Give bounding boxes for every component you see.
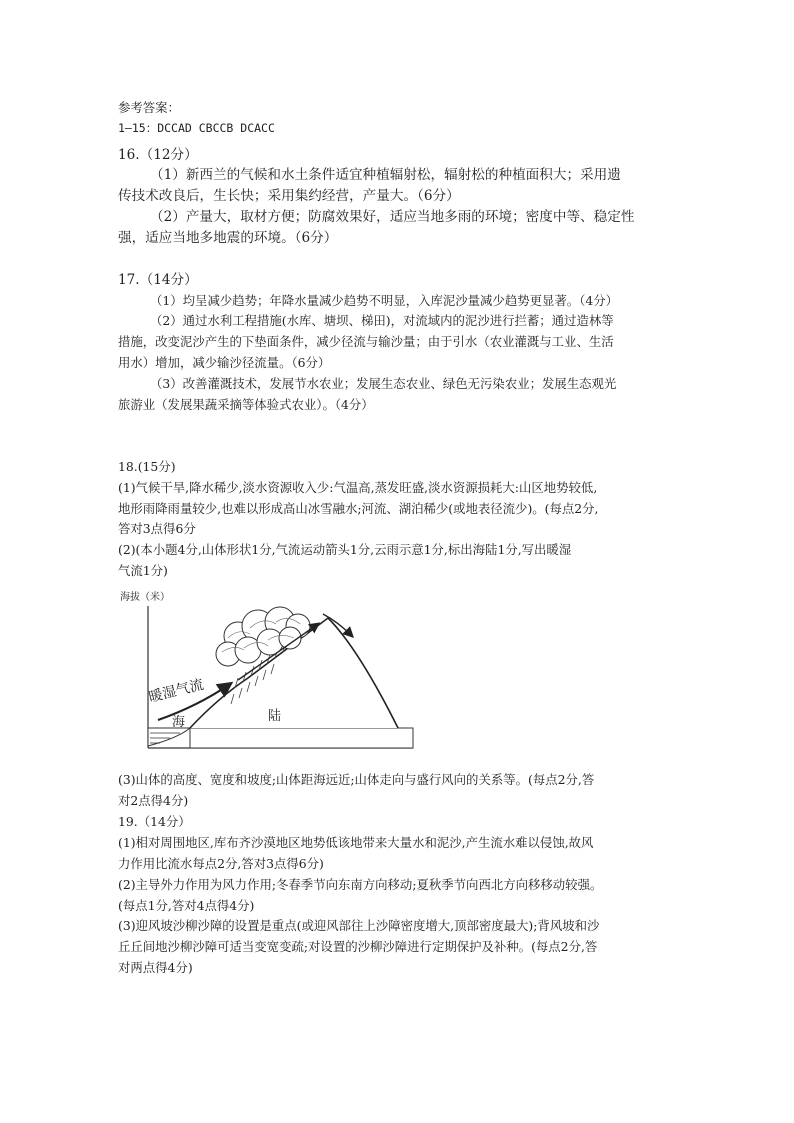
- q19-line: 对两点得4分): [118, 960, 193, 975]
- q17-line: （1）均呈减少趋势；年降水量减少趋势不明显，入库泥沙量减少趋势更显著。（4分）: [150, 293, 619, 308]
- sea-label: 海: [172, 715, 186, 730]
- q18-line: 答对3点得6分: [118, 521, 196, 536]
- warm-humid-airflow-label: 暖湿气流: [147, 676, 206, 706]
- q17-line: 用水）增加，减少输沙径流量。（6分）: [118, 355, 331, 370]
- q19-line: (每点1分,答对4点得4分): [118, 898, 255, 913]
- land-label: 陆: [268, 709, 282, 724]
- q19-line: (1)相对周围地区,库布齐沙漠地区地势低该地带来大量水和泥沙,产生流水难以侵蚀,故风: [118, 835, 594, 850]
- sea-area: [148, 728, 190, 746]
- q18-line: (1)气候干旱,降水稀少,淡水资源收入少:气温高,蒸发旺盛,淡水资源损耗大:山区地势较低,: [118, 480, 598, 495]
- orographic-rain-diagram: [118, 588, 418, 753]
- q17-line: （2）通过水利工程措施(水库、塘坝、梯田)，对流域内的泥沙进行拦蓄；通过造林等: [150, 313, 614, 328]
- q16-heading: 16.（12分）: [118, 147, 198, 163]
- q16-line: 传技术改良后，生长快；采用集约经营，产量大。（6分）: [118, 188, 460, 204]
- q18-heading: 18.(15分): [118, 459, 176, 474]
- q19-line: (3)迎风坡沙柳沙障的设置是重点(或迎风部往上沙障密度增大,顶部密度最大);背风坡和沙: [118, 918, 600, 933]
- q19-heading: 19.（14分）: [118, 814, 191, 829]
- q18-line: (2)(本小题4分,山体形状1分,气流运动箭头1分,云雨示意1分,标出海陆1分,写出暖湿: [118, 542, 572, 557]
- land-block: [190, 728, 413, 748]
- y-axis-label: 海拔（米）: [120, 592, 170, 603]
- q17-heading: 17.（14分）: [118, 272, 198, 288]
- q18-line: 气流1分): [118, 563, 168, 578]
- q17-line: 措施，改变泥沙产生的下垫面条件，减少径流与输沙量；由于引水（农业灌溉与工业、生活: [118, 334, 614, 349]
- answer-key-title: 参考答案：: [118, 100, 180, 115]
- q17-line: （3）改善灌溉技术，发展节水农业；发展生态农业、绿色无污染农业；发展生态观光: [150, 376, 617, 391]
- q19-line: (2)主导外力作用为风力作用;冬春季节向东南方向移动;夏秋季节向西北方向移移动较强。: [118, 877, 603, 892]
- q16-line: （2）产量大，取材方便；防腐效果好，适应当地多雨的环境；密度中等、稳定性: [150, 209, 635, 225]
- q18-line: 地形雨降雨量较少,也难以形成高山冰雪融水;河流、湖泊稀少(或地表径流少)。(每点2分,: [118, 501, 599, 516]
- q19-line: 力作用比流水每点2分,答对3点得6分): [118, 856, 324, 871]
- choice-answers: 1—15：DCCAD CBCCB DCACC: [118, 121, 275, 135]
- q16-line: 强，适应当地多地震的环境。（6分）: [118, 230, 338, 246]
- q18-line: (3)山体的高度、宽度和坡度;山体距海远近;山体走向与盛行风向的关系等。(每点2分,答: [118, 772, 595, 787]
- q17-line: 旅游业（发展果蔬采摘等体验式农业）。（4分）: [118, 397, 374, 412]
- q16-line: （1）新西兰的气候和水土条件适宜种植辐射松，辐射松的种植面积大；采用遗: [150, 167, 621, 183]
- q19-line: 丘丘间地沙柳沙障可适当变宽变疏;对设置的沙柳沙障进行定期保护及补种。(每点2分,答: [118, 939, 598, 954]
- q18-line: 对2点得4分): [118, 793, 189, 808]
